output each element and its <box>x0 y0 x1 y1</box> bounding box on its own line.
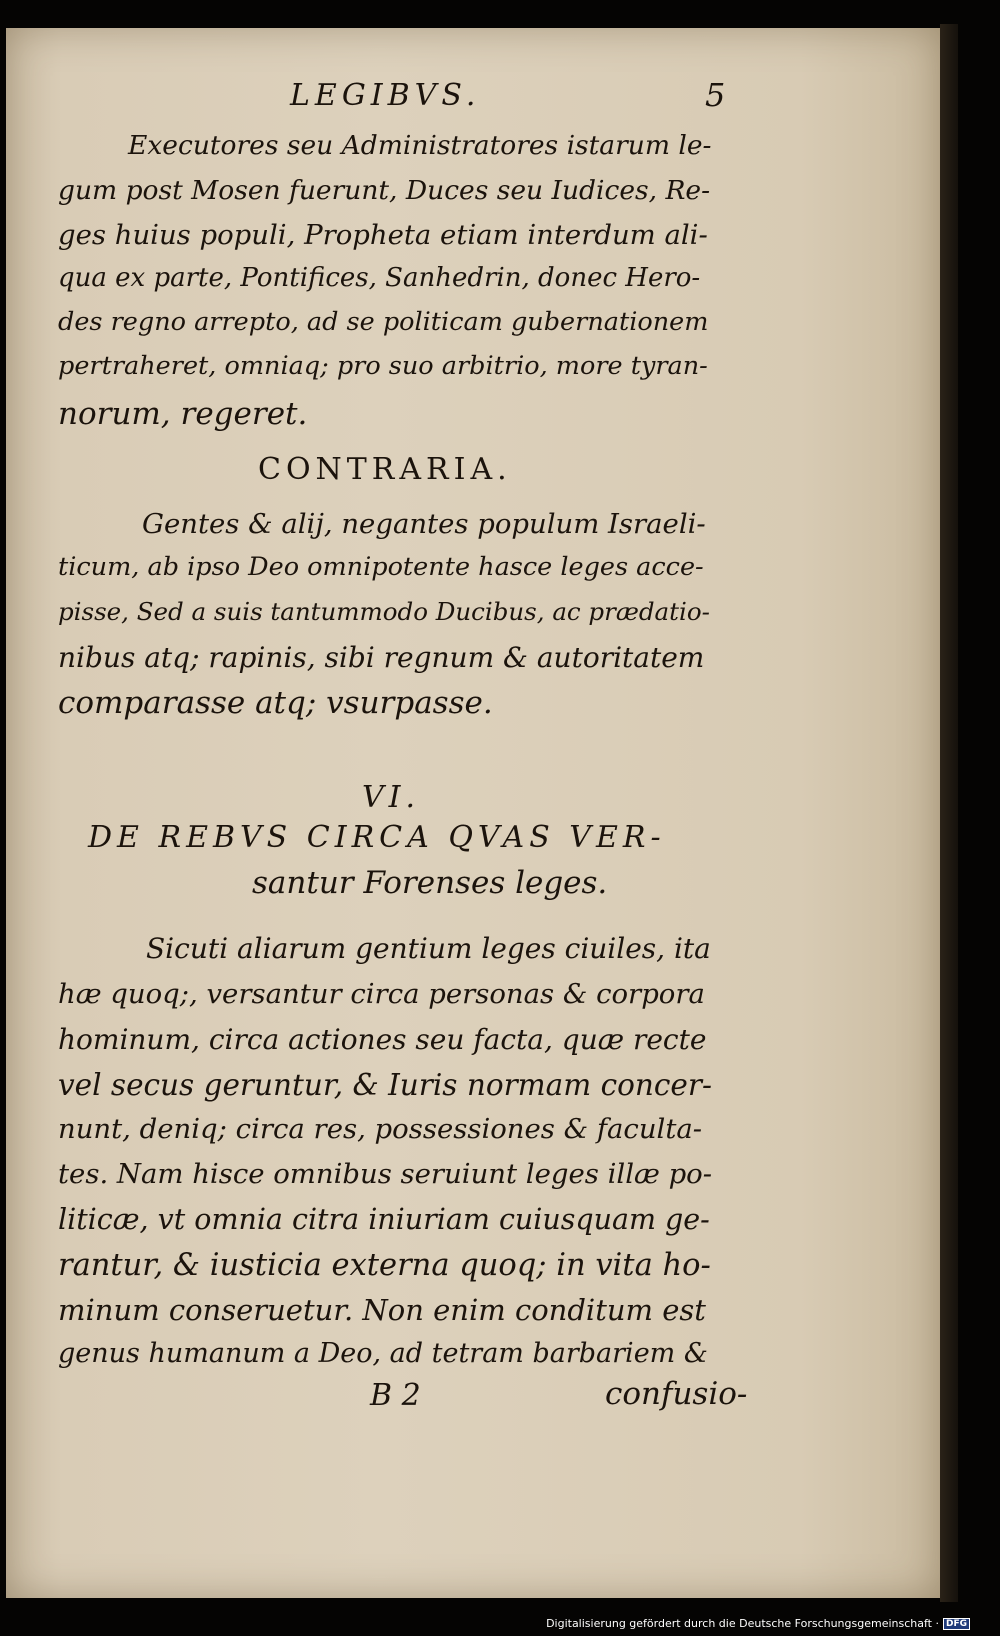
catchword: confusio- <box>605 1376 748 1412</box>
text-line: nunt, deniq; circa res, possessiones & faculta- <box>58 1113 703 1145</box>
section-title: DE REBVS CIRCA QVAS VER- <box>88 820 666 855</box>
section-title-continued: santur Forenses leges. <box>252 865 608 901</box>
heading-contraria: CONTRARIA. <box>258 452 512 487</box>
text-line: Executores seu Administratores istarum le- <box>128 130 712 161</box>
text-line: minum conseruetur. Non enim conditum est <box>58 1293 706 1327</box>
dfg-logo: DFG <box>943 1618 970 1630</box>
page-edge <box>940 24 958 1602</box>
text-line: tes. Nam hisce omnibus seruiunt leges illæ po- <box>58 1158 713 1190</box>
digitization-credit <box>546 1617 970 1630</box>
signature-mark: B 2 <box>370 1378 421 1413</box>
text-line: genus humanum a Deo, ad tetram barbariem & <box>58 1338 708 1369</box>
text-line: pisse, Sed a suis tantummodo Ducibus, ac prædatio- <box>58 597 710 626</box>
text-line: ticum, ab ipso Deo omnipotente hasce leges acce- <box>58 552 704 582</box>
text-line: hominum, circa actiones seu facta, quæ recte <box>58 1023 707 1056</box>
text-line: gum post Mosen fuerunt, Duces seu Iudices, Re- <box>58 175 711 206</box>
text-line: rantur, & iusticia externa quoq; in vita ho- <box>58 1248 711 1283</box>
text-line: qua ex parte, Pontifices, Sanhedrin, donec Hero- <box>58 263 701 293</box>
page-number: 5 <box>705 76 726 114</box>
text-line: liticæ, vt omnia citra iniuriam cuiusquam ge- <box>58 1203 710 1236</box>
text-line: ges huius populi, Propheta etiam interdum ali- <box>58 219 708 251</box>
text-line: Sicuti aliarum gentium leges ciuiles, ita <box>146 932 711 965</box>
text-line: Gentes & alij, negantes populum Israeli- <box>142 508 706 540</box>
text-line: comparasse atq; vsurpasse. <box>58 685 493 721</box>
text-line: norum, regeret. <box>58 396 308 432</box>
credit-text: Digitalisierung gefördert durch die Deutsche Forschungsgemeinschaft · <box>546 1617 939 1630</box>
text-line: vel secus geruntur, & Iuris normam concer- <box>58 1068 712 1102</box>
text-line: nibus atq; rapinis, sibi regnum & autoritatem <box>58 641 705 674</box>
text-line: des regno arrepto, ad se politicam gubernationem <box>58 307 709 337</box>
text-line: hæ quoq;, versantur circa personas & corpora <box>58 978 705 1010</box>
running-header: LEGIBVS. <box>290 78 481 113</box>
section-number: VI. <box>362 780 421 815</box>
text-line: pertraheret, omniaq; pro suo arbitrio, more tyran- <box>58 351 708 381</box>
